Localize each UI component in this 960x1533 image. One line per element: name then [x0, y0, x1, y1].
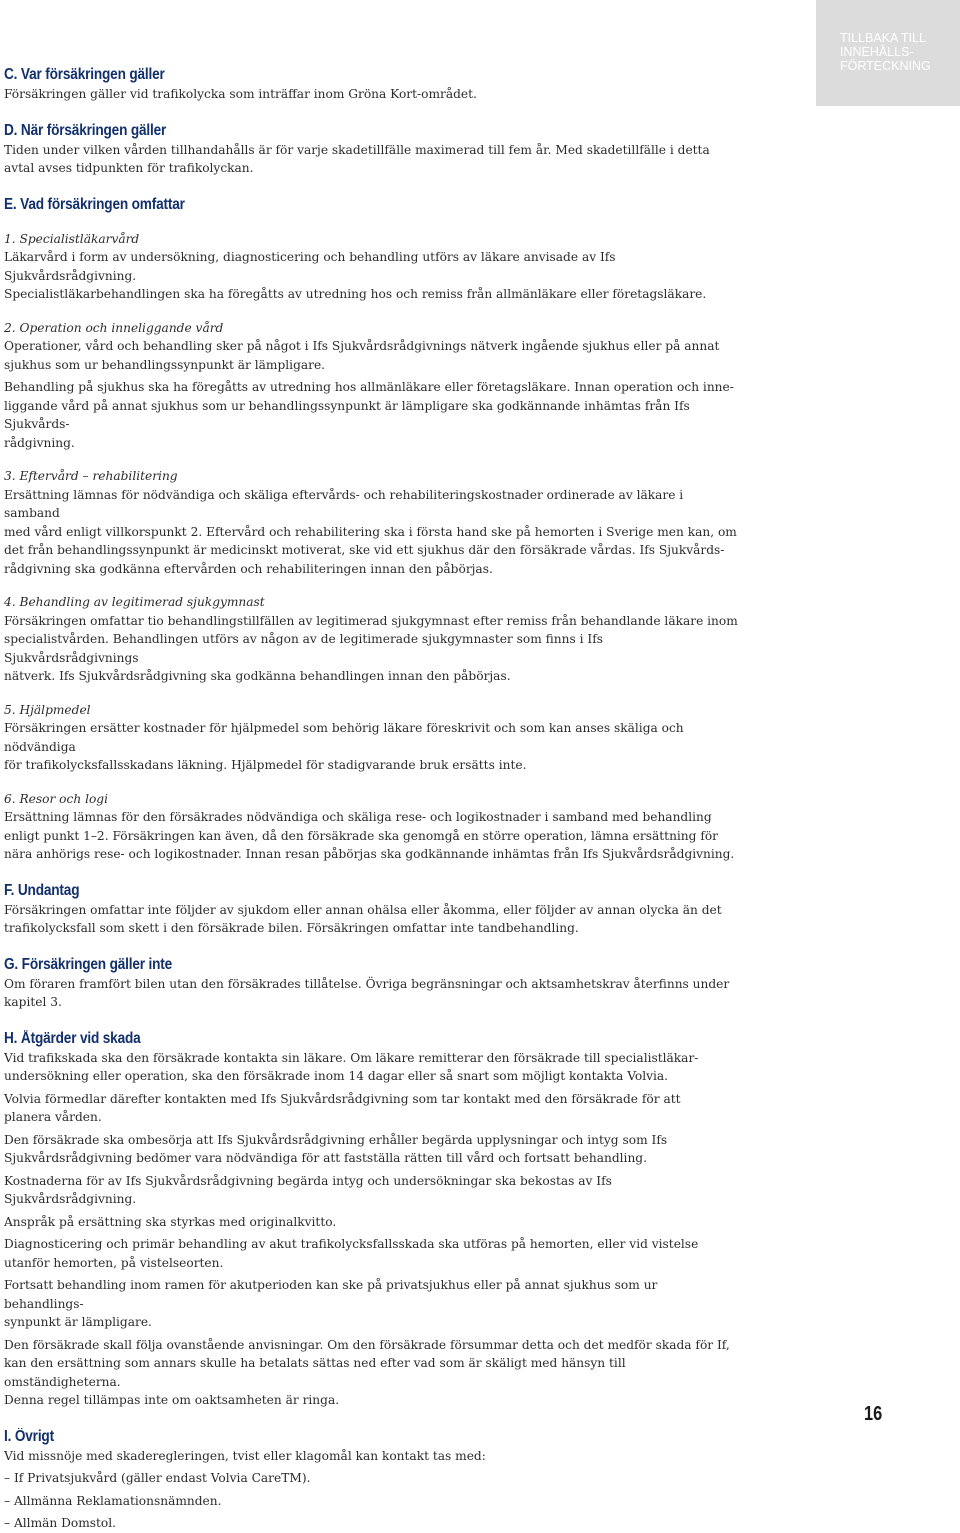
list-item: – If Privatsjukvård (gäller endast Volvia CareTM). [4, 1471, 311, 1485]
section-e-item-1-text: Läkarvård i form av undersökning, diagnosticering och behandling utförs av läkare anvisade av Ifs Sjukvårdsrådgivning. Specialistläkarbehandlingen ska ha föregåtts av utredning hos och remiss från allmänläkare eller företagsläkare. [4, 250, 707, 301]
section-e-item-2-title: 2. Operation och inneliggande vård [4, 320, 224, 335]
list-item: – Allmänna Reklamationsnämnden. [4, 1493, 222, 1508]
section-c-heading: C. Var försäkringen gäller [4, 66, 165, 83]
section-d [4, 122, 739, 178]
document-body [4, 0, 739, 1533]
section-e-item-3-title: 3. Eftervård – rehabilitering [4, 469, 178, 483]
section-h-paragraph: Anspråk på ersättning ska styrkas med originalkvitto. [4, 1214, 337, 1229]
section-h-paragraph: Fortsatt behandling inom ramen för akutperioden kan ske på privatsjukhus eller på annat sjukhus som ur behandlings- synpunkt är lämpligare. [4, 1278, 658, 1329]
section-h-paragraph: Vid trafikskada ska den försäkrade kontakta sin läkare. Om läkare remitterar den försäkrade till specialistläkar- undersökning eller operation, ska den försäkrade inom 14 dagar eller så snart som möjligt kontakta Volvia. [4, 1050, 699, 1083]
section-c [4, 66, 739, 104]
section-h-paragraph: Den försäkrade ska ombesörja att Ifs Sjukvårdsrådgivning erhåller begärda upplysningar och intyg som Ifs Sjukvårdsrådgivning bedömer vara nödvändiga för att fastställa rätten till vård och fortsatt behandling. [4, 1132, 668, 1165]
section-f [4, 882, 739, 938]
section-e-item-1-title: 1. Specialistläkarvård [4, 231, 140, 246]
section-h-paragraph: Den försäkrade skall följa ovanstående anvisningar. Om den försäkrade försummar detta och det medför skada för If, kan den ersättning som annars skulle ha betalats sättas ned efter vad som är skäligt med hänsyn till omständigheterna. Denna regel tillämpas inte om oaktsamheten är ringa. [4, 1337, 730, 1407]
list-item: – Allmän Domstol. [4, 1516, 117, 1530]
back-to-toc-label: TILLBAKA TILL INNEHÅLLS- FÖRTECKNING [840, 31, 931, 73]
section-h-paragraph: Volvia förmedlar därefter kontakten med Ifs Sjukvårdsrådgivning som tar kontakt med den försäkrade för att planera vården. [4, 1091, 681, 1124]
section-d-heading: D. När försäkringen gäller [4, 121, 167, 139]
section-f-text: Försäkringen omfattar inte följder av sjukdom eller annan ohälsa eller åkomma, eller följder av annan olycka än det trafikolycksfall som skett i den försäkrade bilen. Försäkringen omfattar inte tandbehandling. [4, 902, 722, 935]
back-to-toc-button[interactable] [816, 0, 960, 106]
section-e-heading: E. Vad försäkringen omfattar [4, 195, 185, 213]
section-i [4, 1428, 739, 1533]
section-e [4, 196, 739, 864]
section-e-item-5-text: Försäkringen ersätter kostnader för hjälpmedel som behörig läkare föreskrivit och som kan anses skäliga och nödvändiga för trafikolycksfallsskadans läkning. Hjälpmedel för stadigvarande bruk ersätts inte. [4, 721, 684, 772]
section-e-item-6-text: Ersättning lämnas för den försäkrades nödvändiga och skäliga rese- och logikostnader i samband med behandling enligt punkt 1–2. Försäkringen kan även, då den försäkrade ska genomgå en större operation, lämna ersättning för nära anhörigs rese- och logikostnader. Innan resan påbörjas ska godkännande inhämtas från Ifs Sjukvårdsrådgivning. [4, 810, 735, 861]
section-h-heading: H. Åtgärder vid skada [4, 1029, 141, 1047]
section-g [4, 956, 739, 1012]
section-c-text: Försäkringen gäller vid trafikolycka som inträffar inom Gröna Kort-området. [4, 87, 477, 101]
section-e-item-6-title: 6. Resor och logi [4, 791, 109, 806]
section-i-intro: Vid missnöje med skaderegleringen, tvist eller klagomål kan kontakt tas med: [4, 1448, 486, 1463]
page-number: 16 [864, 1403, 883, 1425]
section-e-item-5-title: 5. Hjälpmedel [4, 702, 91, 717]
section-f-heading: F. Undantag [4, 881, 80, 899]
section-e-item-2-text-2: Behandling på sjukhus ska ha föregåtts av utredning hos allmänläkare eller företagsläkare. Innan operation och inne- liggande vård på annat sjukhus som ur behandlingssynpunkt är lämpligare ska godkännande inhämtas från Ifs Sjukvårds- rådgivning. [4, 380, 734, 450]
section-h [4, 1030, 739, 1410]
section-h-paragraph: Kostnaderna för av Ifs Sjukvårdsrådgivning begärda intyg och undersökningar ska bekostas av Ifs Sjukvårdsrådgivning. [4, 1173, 612, 1206]
section-e-item-3-text: Ersättning lämnas för nödvändiga och skäliga eftervårds- och rehabiliteringskostnader ordinerade av läkare i samband med vård enligt villkorspunkt 2. Eftervård och rehabilitering ska i första hand ske på hemorten i Sverige men kan, om det från behandlingssynpunkt är medicinskt motiverat, ske vid ett sjukhus där den försäkrade vårdas. Ifs Sjukvårds- rådgivning ska godkänna eftervården och rehabiliteringen innan den påbörjas. [4, 487, 737, 576]
section-h-paragraph: Diagnosticering och primär behandling av akut trafikolycksfallsskada ska utföras på hemorten, eller vid vistelse utanför hemorten, på vistelseorten. [4, 1237, 699, 1270]
section-e-item-2-text-1: Operationer, vård och behandling sker på något i Ifs Sjukvårdsrådgivnings nätverk ingående sjukhus eller på annat sjukhus som ur behandlingssynpunkt är lämpligare. [4, 339, 720, 372]
section-g-heading: G. Försäkringen gäller inte [4, 955, 173, 973]
section-i-heading: I. Övrigt [4, 1427, 54, 1445]
section-d-text: Tiden under vilken vården tillhandahålls är för varje skadetillfälle maximerad till fem år. Med skadetillfälle i detta avtal avses tidpunkten för trafikolyckan. [4, 142, 710, 175]
section-e-item-4-text: Försäkringen omfattar tio behandlingstillfällen av legitimerad sjukgymnast efter remiss från behandlande läkare inom specialistvården. Behandlingen utförs av någon av de legitimerade sjukgymnaster som finns i Ifs Sjukvårdsrådgivnings nätverk. Ifs Sjukvårdsrådgivning ska godkänna behandlingen innan den påbörjas. [4, 613, 738, 683]
section-e-item-4-title: 4. Behandling av legitimerad sjukgymnast [4, 595, 265, 609]
section-g-text: Om föraren framfört bilen utan den försäkrades tillåtelse. Övriga begränsningar och aktsamhetskrav återfinns under kapitel 3. [4, 976, 730, 1009]
